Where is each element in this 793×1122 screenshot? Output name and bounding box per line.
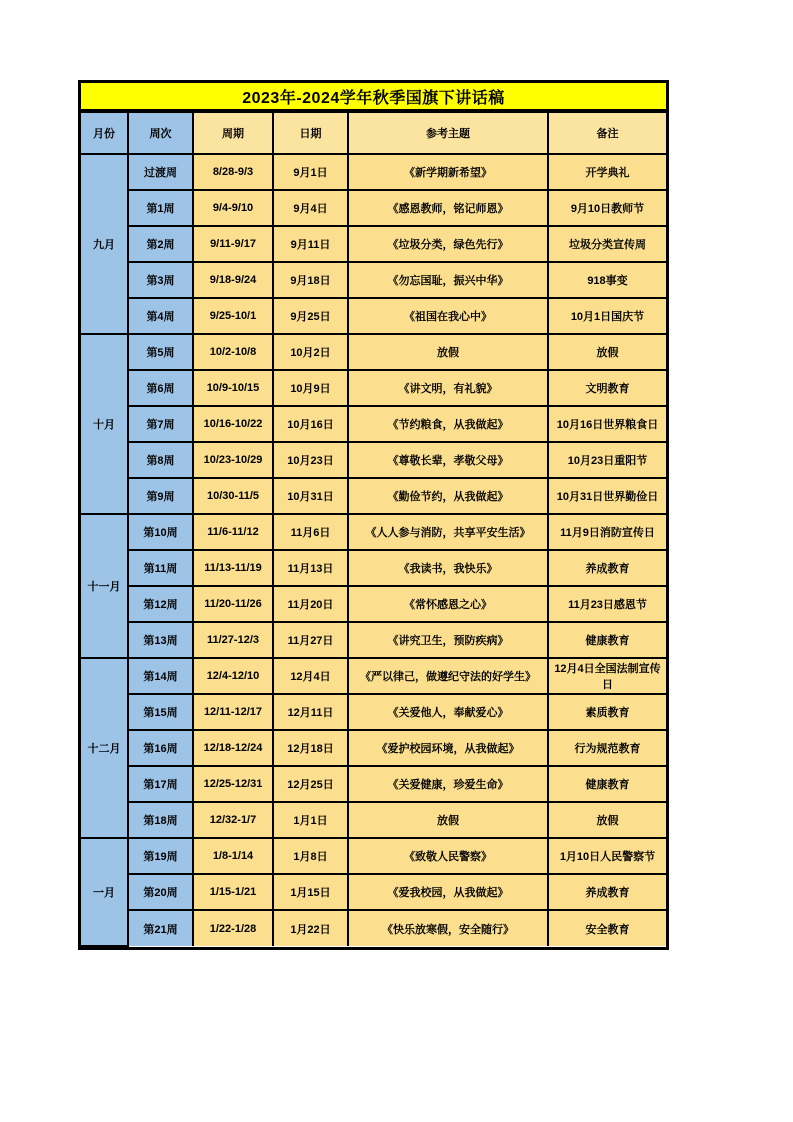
period-cell: 12/11-12/17 [193,694,273,730]
week-cell: 第6周 [128,370,193,406]
table-row [81,226,666,262]
table-row [81,406,666,442]
col-header-period: 周期 [193,112,273,154]
note-cell: 垃圾分类宣传周 [548,226,666,262]
week-cell: 第14周 [128,658,193,694]
topic-cell: 《爱我校园，从我做起》 [348,874,548,910]
date-cell: 9月11日 [273,226,348,262]
table-row [81,622,666,658]
schedule-table-frame [78,80,669,950]
week-cell: 第17周 [128,766,193,802]
note-cell: 12月4日全国法制宣传日 [548,658,666,694]
period-cell: 10/30-11/5 [193,478,273,514]
week-cell: 第15周 [128,694,193,730]
date-cell: 10月16日 [273,406,348,442]
topic-cell: 《勤俭节约，从我做起》 [348,478,548,514]
table-row [81,514,666,550]
period-cell: 12/18-12/24 [193,730,273,766]
date-cell: 1月8日 [273,838,348,874]
col-header-week: 周次 [128,112,193,154]
week-cell: 第11周 [128,550,193,586]
topic-cell: 《关爱健康，珍爱生命》 [348,766,548,802]
note-cell: 10月1日国庆节 [548,298,666,334]
col-header-note: 备注 [548,112,666,154]
topic-cell: 《垃圾分类，绿色先行》 [348,226,548,262]
note-cell: 918事变 [548,262,666,298]
period-cell: 1/22-1/28 [193,910,273,946]
table-row [81,838,666,874]
topic-cell: 《讲文明，有礼貌》 [348,370,548,406]
note-cell: 养成教育 [548,550,666,586]
table-row [81,550,666,586]
week-cell: 第12周 [128,586,193,622]
week-cell: 第16周 [128,730,193,766]
period-cell: 11/27-12/3 [193,622,273,658]
note-cell: 9月10日教师节 [548,190,666,226]
topic-cell: 《勿忘国耻，振兴中华》 [348,262,548,298]
note-cell: 放假 [548,802,666,838]
month-cell: 十月 [81,334,128,514]
date-cell: 11月6日 [273,514,348,550]
table-row [81,802,666,838]
topic-cell: 《我读书，我快乐》 [348,550,548,586]
date-cell: 1月15日 [273,874,348,910]
note-cell: 11月23日感恩节 [548,586,666,622]
table-row [81,730,666,766]
week-cell: 第8周 [128,442,193,478]
week-cell: 第3周 [128,262,193,298]
period-cell: 9/11-9/17 [193,226,273,262]
schedule-body [81,154,666,946]
week-cell: 第5周 [128,334,193,370]
table-row [81,658,666,694]
week-cell: 第1周 [128,190,193,226]
period-cell: 10/2-10/8 [193,334,273,370]
month-cell: 九月 [81,154,128,334]
period-cell: 11/13-11/19 [193,550,273,586]
date-cell: 12月4日 [273,658,348,694]
date-cell: 10月31日 [273,478,348,514]
table-row [81,190,666,226]
topic-cell: 放假 [348,334,548,370]
period-cell: 10/23-10/29 [193,442,273,478]
date-cell: 11月27日 [273,622,348,658]
note-cell: 1月10日人民警察节 [548,838,666,874]
week-cell: 第9周 [128,478,193,514]
date-cell: 1月22日 [273,910,348,946]
header-row [81,112,666,154]
date-cell: 12月25日 [273,766,348,802]
date-cell: 9月18日 [273,262,348,298]
period-cell: 12/32-1/7 [193,802,273,838]
topic-cell: 《新学期新希望》 [348,154,548,190]
date-cell: 11月20日 [273,586,348,622]
table-row [81,874,666,910]
note-cell: 10月23日重阳节 [548,442,666,478]
date-cell: 9月4日 [273,190,348,226]
period-cell: 11/6-11/12 [193,514,273,550]
note-cell: 养成教育 [548,874,666,910]
topic-cell: 《尊敬长辈，孝敬父母》 [348,442,548,478]
note-cell: 11月9日消防宣传日 [548,514,666,550]
topic-cell: 《致敬人民警察》 [348,838,548,874]
note-cell: 健康教育 [548,766,666,802]
topic-cell: 《祖国在我心中》 [348,298,548,334]
period-cell: 9/25-10/1 [193,298,273,334]
date-cell: 10月2日 [273,334,348,370]
table-row [81,478,666,514]
week-cell: 第10周 [128,514,193,550]
period-cell: 1/15-1/21 [193,874,273,910]
period-cell: 10/9-10/15 [193,370,273,406]
month-cell: 十二月 [81,658,128,838]
note-cell: 文明教育 [548,370,666,406]
topic-cell: 《严以律己，做遵纪守法的好学生》 [348,658,548,694]
table-row [81,586,666,622]
date-cell: 11月13日 [273,550,348,586]
table-row [81,334,666,370]
week-cell: 第18周 [128,802,193,838]
topic-cell: 《关爱他人，奉献爱心》 [348,694,548,730]
week-cell: 第2周 [128,226,193,262]
week-cell: 第4周 [128,298,193,334]
note-cell: 10月16日世界粮食日 [548,406,666,442]
period-cell: 9/18-9/24 [193,262,273,298]
col-header-topic: 参考主题 [348,112,548,154]
date-cell: 9月25日 [273,298,348,334]
period-cell: 11/20-11/26 [193,586,273,622]
note-cell: 放假 [548,334,666,370]
schedule-table [81,111,666,947]
table-row [81,694,666,730]
week-cell: 第20周 [128,874,193,910]
period-cell: 8/28-9/3 [193,154,273,190]
period-cell: 9/4-9/10 [193,190,273,226]
period-cell: 12/4-12/10 [193,658,273,694]
period-cell: 12/25-12/31 [193,766,273,802]
topic-cell: 《节约粮食，从我做起》 [348,406,548,442]
topic-cell: 《讲究卫生，预防疾病》 [348,622,548,658]
table-row [81,154,666,190]
col-header-month: 月份 [81,112,128,154]
page-title: 2023年-2024学年秋季国旗下讲话稿 [81,83,666,111]
date-cell: 12月11日 [273,694,348,730]
table-row [81,910,666,946]
note-cell: 健康教育 [548,622,666,658]
col-header-date: 日期 [273,112,348,154]
month-cell: 一月 [81,838,128,946]
topic-cell: 《爱护校园环境，从我做起》 [348,730,548,766]
topic-cell: 放假 [348,802,548,838]
week-cell: 第7周 [128,406,193,442]
week-cell: 第13周 [128,622,193,658]
week-cell: 第19周 [128,838,193,874]
week-cell: 过渡周 [128,154,193,190]
month-cell: 十一月 [81,514,128,658]
topic-cell: 《常怀感恩之心》 [348,586,548,622]
topic-cell: 《快乐放寒假，安全随行》 [348,910,548,946]
date-cell: 9月1日 [273,154,348,190]
date-cell: 10月9日 [273,370,348,406]
table-row [81,298,666,334]
note-cell: 10月31日世界勤俭日 [548,478,666,514]
table-row [81,262,666,298]
topic-cell: 《人人参与消防，共享平安生活》 [348,514,548,550]
date-cell: 1月1日 [273,802,348,838]
period-cell: 1/8-1/14 [193,838,273,874]
date-cell: 10月23日 [273,442,348,478]
topic-cell: 《感恩教师，铭记师恩》 [348,190,548,226]
note-cell: 行为规范教育 [548,730,666,766]
period-cell: 10/16-10/22 [193,406,273,442]
table-row [81,442,666,478]
table-row [81,370,666,406]
week-cell: 第21周 [128,910,193,946]
table-row [81,766,666,802]
note-cell: 开学典礼 [548,154,666,190]
note-cell: 素质教育 [548,694,666,730]
note-cell: 安全教育 [548,910,666,946]
date-cell: 12月18日 [273,730,348,766]
